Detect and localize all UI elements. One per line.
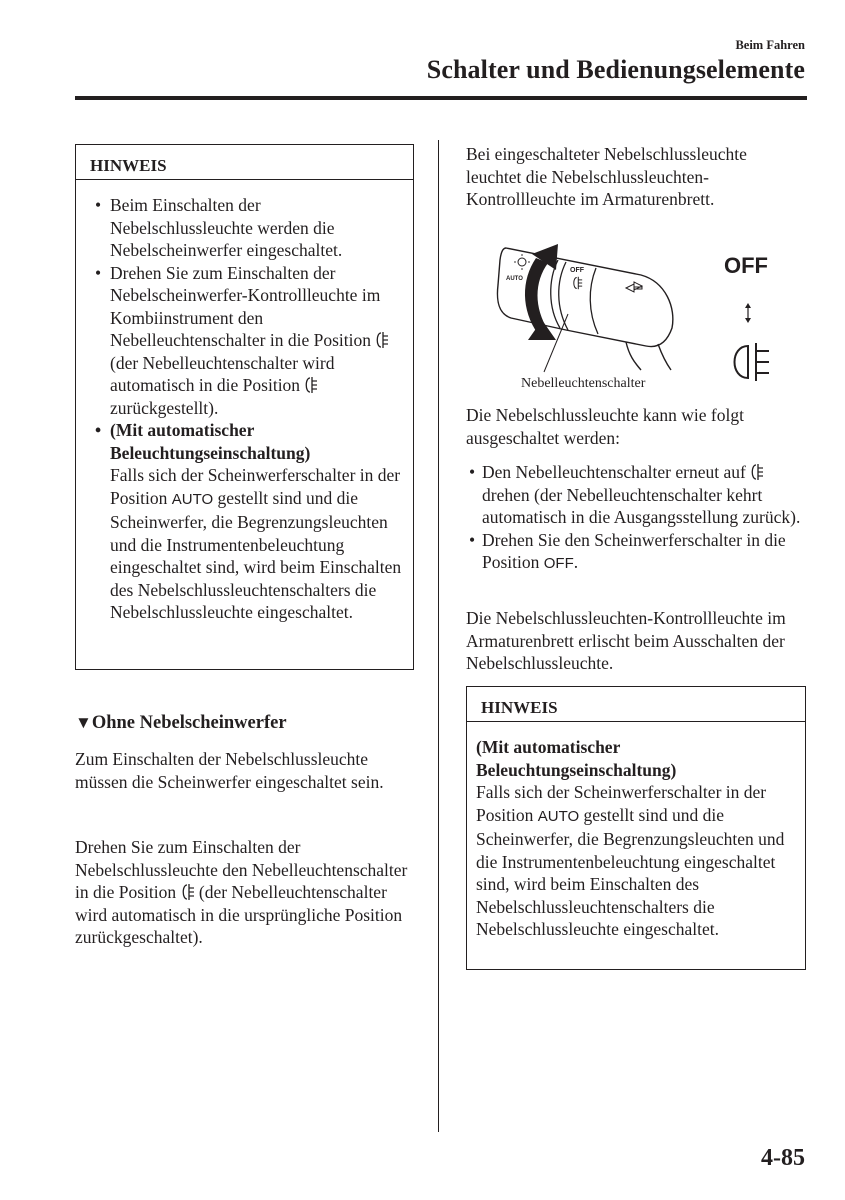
- switch-auto-label: AUTO: [506, 276, 523, 282]
- list-item-text: Den Nebelleuchtenschalter erneut auf: [482, 462, 746, 482]
- note-text: gestellt sind und die Scheinwerfer, die Begrenzungsleuchten und die Instrumentenbeleuchtung eingeschaltet sind, wird beim Einschalten des Nebelschlussleuchtenschalters die Nebelschlussleuchte eingeschaltet.: [476, 804, 785, 939]
- note-item-text: (der Nebelleuchtenschalter wird automatisch in die Position: [110, 352, 335, 395]
- paragraph: [75, 836, 420, 949]
- note-item-heading: (Mit automatischer Beleuchtungseinschaltung): [110, 420, 311, 463]
- list-item: • Drehen Sie den Scheinwerferschalter in die Position OFF.: [469, 529, 786, 572]
- column-divider: [438, 140, 439, 1132]
- off-position-label: OFF: [543, 555, 574, 572]
- note-item-text: Drehen Sie zum Einschalten der Nebelscheinwerfer-Kontrollleuchte im Kombiinstrument den Nebelleuchtenschalter in die Position: [110, 262, 381, 350]
- auto-position-label: AUTO: [537, 807, 580, 825]
- note-title: HINWEIS: [76, 145, 413, 180]
- page-number: 4-85: [761, 1145, 805, 1171]
- note-item: • (Mit automatischer Beleuchtungseinschaltung) Falls sich der Scheinwerferschalter in der Position AUTO gestellt sind und die Scheinwerfer, die Begrenzungsleuchten und die Instrumentenbeleuchtung eingeschaltet sind, wird beim Einschalten des Nebelschlussleuchtenschalters die Nebelschlussleuchte eingeschaltet.: [95, 420, 402, 622]
- paragraph: Die Nebelschlussleuchte kann wie folgt ausgeschaltet werden:: [466, 405, 744, 448]
- switch-off-label: OFF: [570, 267, 584, 274]
- note-item-text: Falls sich der Scheinwerferschalter in der Position: [110, 465, 401, 508]
- note-item-text: zurückgestellt).: [110, 397, 219, 418]
- page-title: Schalter und Bedienungselemente: [426, 55, 805, 84]
- rear-fog-icon-large: [735, 343, 770, 381]
- paragraph: Bei eingeschalteter Nebelschlussleuchte leuchtet die Nebelschlussleuchten-Kontrollleuchte im Armaturenbrett.: [466, 144, 747, 209]
- note-text: Falls sich der Scheinwerferschalter in der Position: [476, 782, 767, 825]
- subheading: [75, 713, 287, 734]
- paragraph: Die Nebelschlussleuchten-Kontrollleuchte im Armaturenbrett erlischt beim Ausschalten der Nebelschlussleuchte.: [466, 608, 786, 673]
- subheading-text: Ohne Nebelscheinwerfer: [91, 713, 287, 733]
- note-list: [76, 180, 413, 624]
- stalk-illustration: [466, 230, 806, 400]
- paragraph-text: (der Nebelleuchtenschalter wird automatisch in die ursprüngliche Position zurückgeschaltet).: [75, 882, 403, 947]
- note-body: [467, 722, 805, 941]
- note-title: HINWEIS: [467, 687, 805, 722]
- rear-fog-icon: [304, 376, 318, 394]
- period: .: [573, 552, 579, 572]
- note-item-text: gestellt sind und die Scheinwerfer, die Begrenzungsleuchten und die Instrumentenbeleuchtung eingeschaltet sind, wird beim Einschalten des Nebelschlussleuchtenschalters die Nebelschlussleuchte eingeschaltet.: [110, 487, 402, 622]
- paragraph: Zum Einschalten der Nebelschlussleuchte müssen die Scheinwerfer eingeschaltet sein.: [75, 749, 384, 792]
- paragraph-text: Drehen Sie zum Einschalten der Nebelschlussleuchte den Nebelleuchtenschalter in die Position: [75, 837, 408, 902]
- note-item: • Beim Einschalten der Nebelschlussleuchte werden die Nebelscheinwerfer eingeschaltet.: [95, 195, 343, 260]
- note-box-left: [75, 144, 414, 670]
- list-item-text: drehen (der Nebelleuchtenschalter kehrt automatisch in die Ausgangsstellung zurück).: [482, 484, 801, 527]
- note-heading: (Mit automatischer Beleuchtungseinschaltung): [476, 737, 677, 780]
- section-label: Beim Fahren: [735, 38, 805, 52]
- figure-caption: Nebelleuchtenschalter: [521, 376, 646, 391]
- fog-switch-figure: [466, 230, 806, 400]
- off-steps-list: [466, 461, 806, 576]
- note-item: • Drehen Sie zum Einschalten der Nebelscheinwerfer-Kontrollleuchte im Kombiinstrument den Nebelleuchtenschalter in die Position (der Nebelleuchtenschalter wird automatisch in die Position zurückgestellt).: [90, 262, 403, 420]
- off-label: OFF: [724, 253, 768, 278]
- header-rule: [75, 96, 807, 100]
- rear-fog-icon: [750, 463, 764, 481]
- list-item: • Den Nebelleuchtenschalter erneut auf drehen (der Nebelleuchtenschalter kehrt automatisch in die Ausgangsstellung zurück).: [469, 462, 801, 527]
- rear-fog-icon: [375, 331, 389, 349]
- rear-fog-icon: [181, 883, 195, 901]
- auto-position-label: AUTO: [171, 490, 214, 508]
- triangle-down-icon: ▼: [75, 713, 92, 732]
- list-item-text: Drehen Sie den Scheinwerferschalter in die Position: [482, 529, 786, 572]
- note-box-right: [466, 686, 806, 970]
- note-item-text: Beim Einschalten der Nebelschlussleuchte werden die Nebelscheinwerfer eingeschaltet.: [110, 195, 343, 260]
